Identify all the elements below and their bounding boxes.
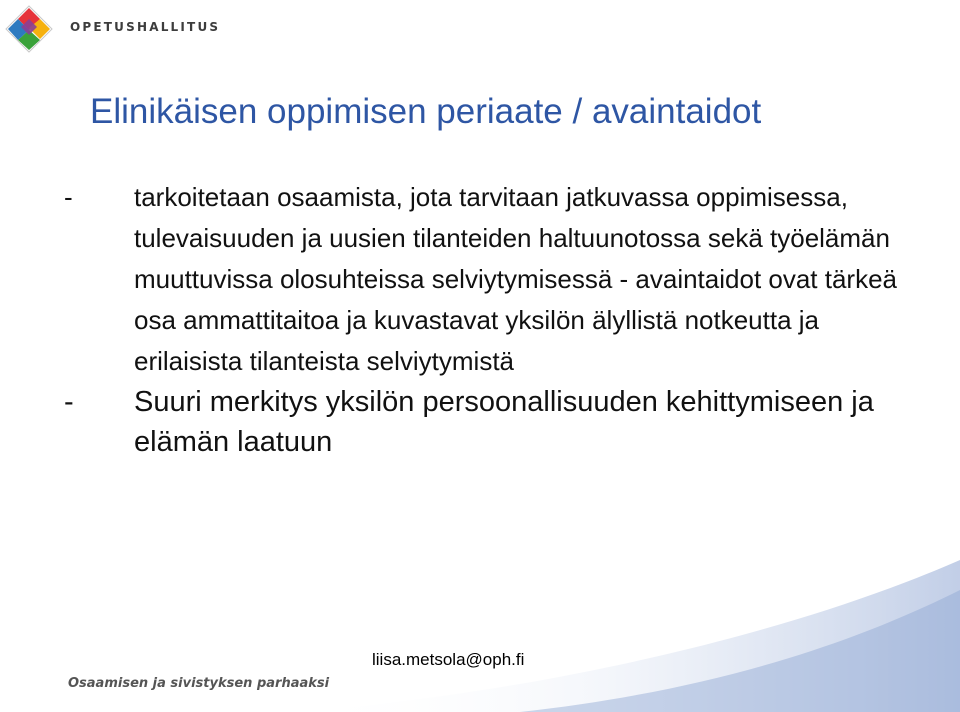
bullet-list [64,177,924,462]
slide-title: Elinikäisen oppimisen periaate / avaintaidot [90,92,762,131]
bullet-item [64,177,924,382]
opetushallitus-logo-icon [4,4,54,54]
slogan: Osaamisen ja sivistyksen parhaaksi [68,676,330,691]
bullet-item [64,382,924,462]
bullet-text: Suuri merkitys yksilön persoonallisuuden kehittymiseen ja elämän laatuun [134,386,874,458]
contact-email: liisa.metsola@oph.fi [372,650,525,669]
bullet-marker: - [64,386,74,418]
bullet-marker: - [64,182,73,212]
logo-text: OPETUSHALLITUS [70,20,221,34]
bullet-text: tarkoitetaan osaamista, jota tarvitaan jatkuvassa oppimisessa, tulevaisuuden ja uusien tilanteiden haltuunotossa sekä työelämän muuttuvissa olosuhteissa selviytymisessä - avaintaidot ovat tärkeä osa ammattitaitoa ja kuvastavat yksilön älyllistä notkeutta ja erilaisista tilanteista selviytymistä [134,182,898,376]
